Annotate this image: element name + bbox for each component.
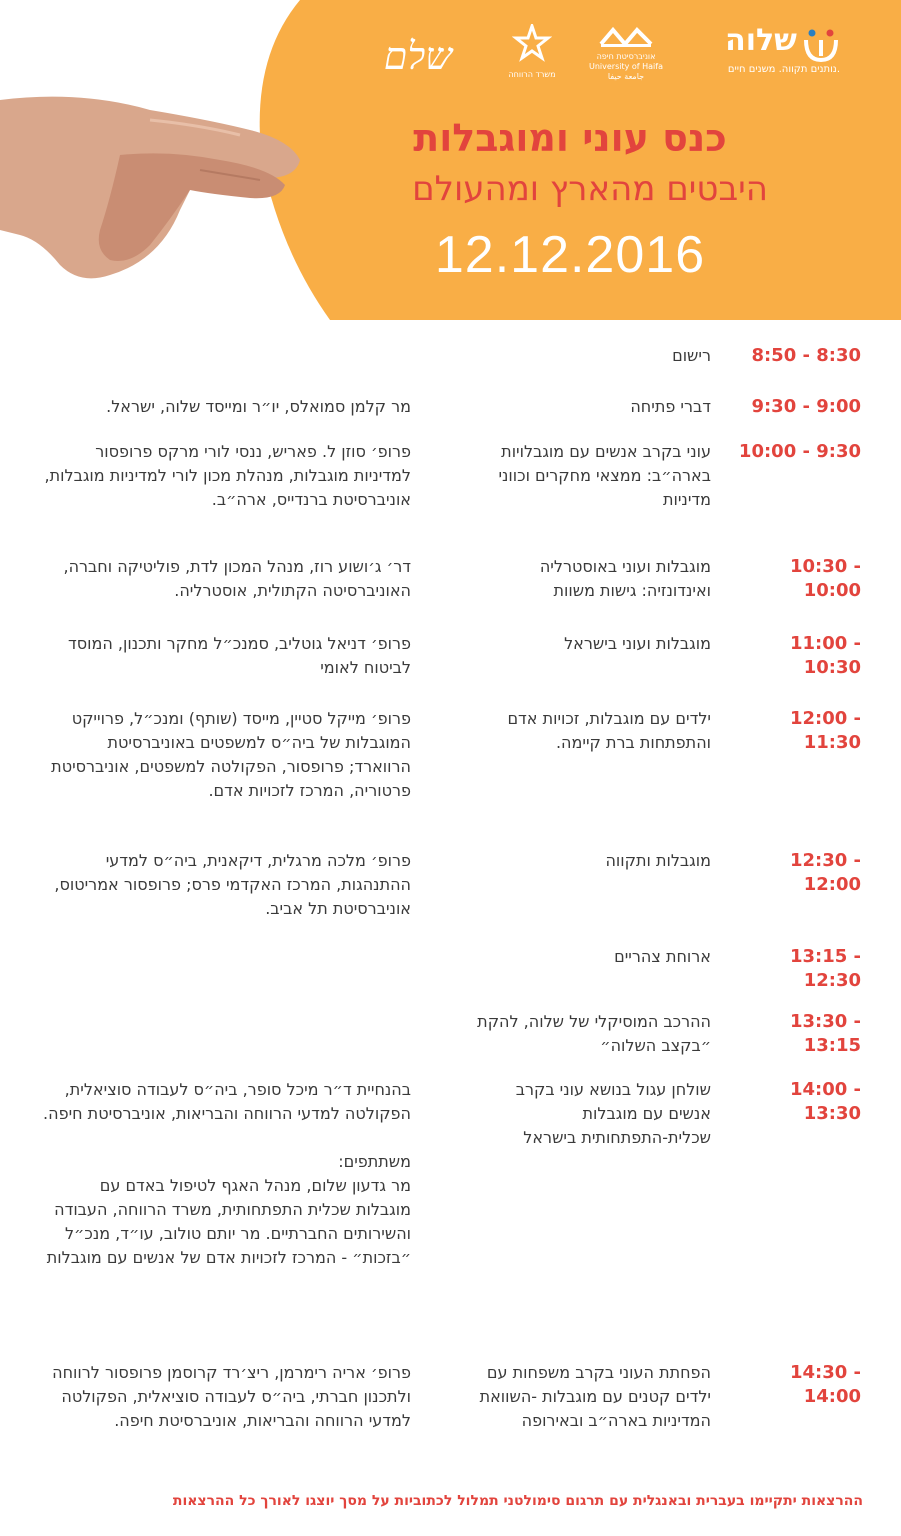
shalva-logo: [680, 24, 840, 94]
session-topic: עוני בקרב אנשים עם מוגבלויות בארה״ב: ממצאי מחקרים וכווני מדיניות: [498, 442, 711, 509]
ministry-of-welfare-logo: [492, 24, 572, 94]
haifa-caption-en: University of Haifa: [588, 62, 663, 71]
session-topic: מוגבלות ועוני בישראל: [564, 634, 711, 653]
conference-date: 12.12.2016: [434, 226, 706, 284]
session-time: 12:00 - 11:30: [789, 708, 861, 753]
session-time: 11:00 - 10:30: [789, 633, 861, 678]
session-time: 14:30 - 14:00: [789, 1362, 861, 1407]
session-time: 10:30 - 10:00: [789, 556, 861, 601]
session-time: 12:30 - 12:00: [789, 850, 861, 895]
session-speaker: דר׳ ג׳ושוע רוז, מנהל המכון לדת, פוליטיקה וחברה, האוניברסיטה הקתולית, אוסטרליה.: [63, 557, 411, 600]
shalem-logo-text: שלם: [383, 34, 453, 78]
session-time: 13:15 - 12:30: [789, 946, 861, 991]
session-topic: הפחתת העוני בקרב משפחות עם ילדים קטנים עם מוגבלות -השוואת המדיניות בארה״ב ובאירופה: [479, 1363, 711, 1430]
session-time: 10:00 - 9:30: [738, 441, 861, 462]
ministry-caption: משרד הרווחה: [508, 70, 556, 79]
holding-hands-image: [0, 60, 320, 320]
shalva-emblem-icon: [802, 28, 840, 64]
conference-title: כנס עוני ומוגבלות: [413, 116, 727, 160]
haifa-university-icon: [599, 24, 653, 48]
session-time: 13:30 - 13:15: [789, 1011, 861, 1056]
session-topic: רישום: [672, 346, 711, 365]
session-speaker: פרופ׳ דניאל גוטליב, סמנכ״ל מחקר ותכנון, המוסד לביטוח לאומי: [68, 634, 411, 677]
session-topic: ילדים עם מוגבלות, זכויות אדם והתפתחות ברת קיימה.: [507, 709, 711, 752]
haifa-caption-he: אוניברסיטת חיפה: [596, 52, 656, 61]
conference-subtitle: היבטים מהארץ ומהעולם: [412, 169, 768, 209]
session-topic: ההרכב המוסיקלי של שלוה, להקת ״בקצב השלוה״: [477, 1012, 711, 1055]
ministry-star-icon: [512, 24, 552, 66]
session-time: 9:30 - 9:00: [751, 396, 861, 417]
partner-logos: [370, 24, 850, 94]
session-topic: שולחן עגול בנושא עוני בקרב אנשים עם מוגבלות שכלית-התפתחותית בישראל: [515, 1080, 711, 1147]
session-topic: ארוחת צהריים: [614, 947, 711, 966]
session-speaker: בהנחיית ד״ר מיכל סופר, ביה״ס לעבודה סוציאלית, הפקולטה למדעי הרווחה והבריאות, אוניברסיטת חיפה. משתתפים: מר גדעון שלום, מנהל האגף לטיפול באדם עם מוגבלות שכלית התפתחותית, משרד הרווחה, העבודה והשירותים החברתיים. מר יותם טולוב, עו״ד, מנכ״ל ״בזכות״ - המרכז לזכויות אדם של אנשים עם מוגבלות: [43, 1080, 411, 1267]
shalva-tagline: נותנים תקווה. משנים חיים.: [727, 63, 840, 75]
session-speaker: פרופ׳ מייקל סטיין, מייסד (שותף) ומנכ״ל, פרוייקט המוגבלות של ביה״ס למשפטים באוניברסיטת הרווארד; פרופסור, הפקולטה למשפטים, אוניברסיטת פרטוריה, המרכז לזכויות אדם.: [51, 709, 411, 800]
session-speaker: פרופ׳ מלכה מרגלית, דיקאנית, ביה״ס למדעי ההתנהגות, המרכז האקדמי פרס; פרופסור אמריטוס, אוניברסיטת תל אביב.: [54, 851, 411, 918]
session-topic: מוגבלות ועוני באוסטרליה ואינדונזיה: גישות משוות: [539, 557, 711, 600]
session-topic: מוגבלות ותקווה: [605, 851, 711, 870]
session-time: 8:50 - 8:30: [751, 345, 861, 366]
shalem-logo: [378, 24, 458, 94]
haifa-caption-ar: جامعة حيفا: [607, 72, 645, 81]
session-topic: דברי פתיחה: [630, 397, 711, 416]
session-speaker: מר קלמן סמואלס, יו״ר ומייסד שלוה, ישראל.: [106, 397, 411, 416]
translation-notice: ההרצאות יתקיימו בעברית ובאנגלית עם תרגום סימולטני תמלול לכתוביות על מסך יוצגו לאורך כל ההרצאות: [172, 1493, 863, 1509]
session-speaker: פרופ׳ אריה רימרמן, ריצ׳רד קרוסמן פרופסור לרווחה ולתכנון חברתי, ביה״ס לעבודה סוציאלית, הפקולטה למדעי הרווחה והבריאות, אוניברסיטת חיפה.: [52, 1363, 411, 1430]
header-banner: [0, 0, 901, 320]
session-time: 14:00 - 13:30: [789, 1079, 861, 1124]
shalva-logo-name: שלוה: [725, 23, 797, 58]
university-of-haifa-logo: [586, 24, 666, 94]
session-speaker: פרופ׳ סוזן ל. פאריש, ננסי לורי מרקס פרופסור למדיניות מוגבלות, מנהלת מכון לורי למדיניות מוגבלות, אוניברסיטת ברנדייס, ארה״ב.: [44, 442, 411, 509]
